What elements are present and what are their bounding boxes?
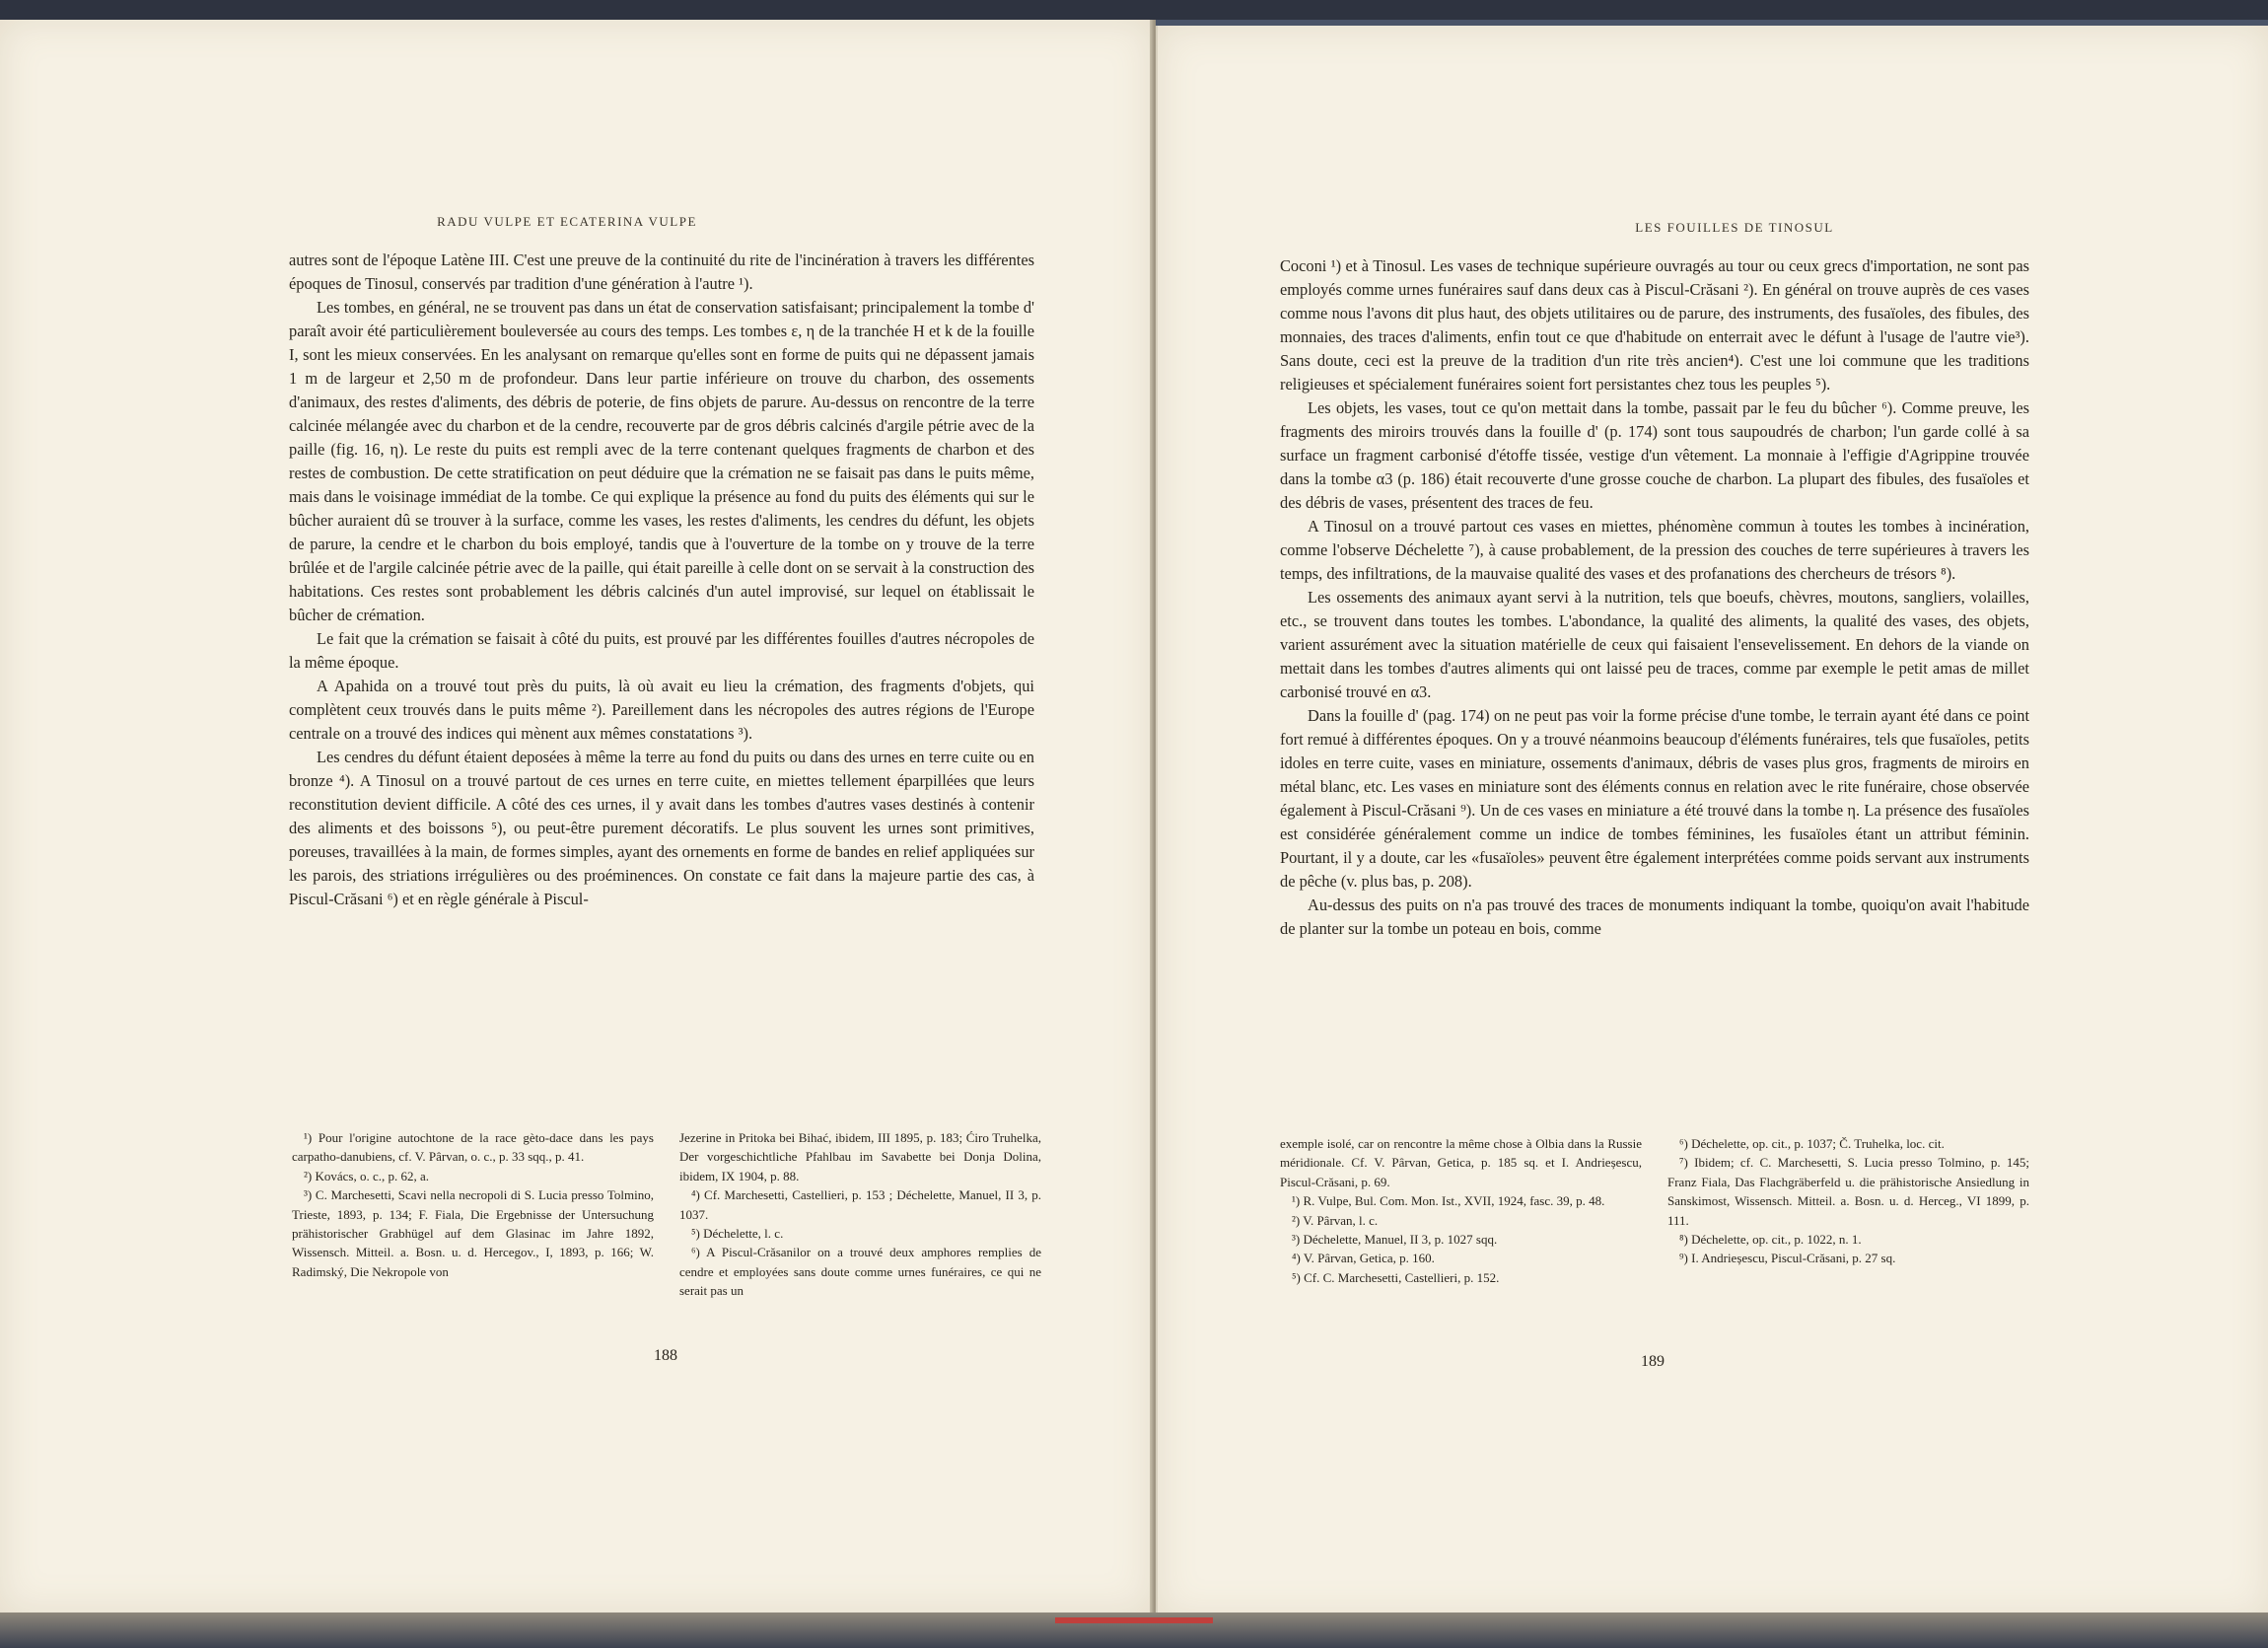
bookmark-ribbon — [1055, 1617, 1213, 1623]
page-number-left: 188 — [654, 1347, 677, 1364]
paragraph: autres sont de l'époque Latène III. C'est une preuve de la continuité du rite de l'incinération à travers les différentes époques de Tinosul, conservés par tradition d'une génération à l'autre ¹). — [289, 251, 1034, 293]
paragraph: Les ossements des animaux ayant servi à la nutrition, tels que boeufs, chèvres, moutons, sangliers, volailles, etc., se trouvent dans toutes les tombes. L'abondance, la qualité des aliments, la qualité des vases, des objets, varient assurément avec la situation matérielle de ceux qui faisaient l'ensevelissement. En dehors de la viande on mettait dans les tombes d'autres aliments qui ont laissé peu de traces, comme par exemple le petit amas de millet carbonisé trouvé en α3. — [1280, 588, 2029, 701]
footnote: ³) Déchelette, Manuel, II 3, p. 1027 sqq. — [1292, 1232, 1498, 1248]
footnote: ⁵) Déchelette, l. c. — [691, 1226, 784, 1242]
left-footnotes — [292, 1128, 1041, 1301]
running-head-left: RADU VULPE ET ECATERINA VULPE — [437, 214, 697, 229]
footnote: ¹) Pour l'origine autochtone de la race gèto-dace dans les pays carpatho-danubiens, cf. V. Pârvan, o. c., p. 33 sqq., p. 41. — [292, 1130, 654, 1165]
footnote-column — [679, 1128, 1041, 1301]
right-body-text — [1280, 254, 2029, 941]
left-body-text — [289, 249, 1034, 911]
footnote: ¹) R. Vulpe, Bul. Com. Mon. Ist., XVII, 1924, fasc. 39, p. 48. — [1292, 1193, 1605, 1209]
paragraph: Les objets, les vases, tout ce qu'on mettait dans la tombe, passait par le feu du bûcher ⁶). Comme preuve, les fragments des miroirs trouvés dans la fouille d' (p. 174) sont tous saupoudrés de charbon; l'un garde collé à sa surface un fragment carbonisé d'étoffe tissée, vestige d'un vêtement. La monnaie à l'effigie d'Agrippine trouvée dans la tombe α3 (p. 186) était recouverte d'une grosse couche de charbon. La plupart des fibules, des fusaïoles et des débris de vases, présentent des traces de feu. — [1280, 398, 2029, 512]
footnote: ⁶) A Piscul-Crăsanilor on a trouvé deux amphores remplies de cendre et employées sans doute comme urnes funéraires, ce qui ne serait pas un — [679, 1245, 1041, 1299]
left-page — [0, 20, 1154, 1612]
footnote: ²) Kovács, o. c., p. 62, a. — [304, 1168, 430, 1183]
footnote: ⁵) Cf. C. Marchesetti, Castellieri, p. 152. — [1292, 1269, 1500, 1285]
footnote: ⁶) Déchelette, op. cit., p. 1037; Č. Truhelka, loc. cit. — [1679, 1136, 1945, 1151]
footnote: ⁹) I. Andrieșescu, Piscul-Crăsani, p. 27 sq. — [1679, 1251, 1896, 1266]
footnote: ³) C. Marchesetti, Scavi nella necropoli di S. Lucia presso Tolmino, Trieste, 1893, p. 134; F. Fiala, Die Ergebnisse der Untersuchung prähistorischer Grabhügel auf dem Glasinac im Jahre 1892, Wissensch. Mitteil. a. Bosn. u. d. Hercegov., I, 1893, p. 166; W. Radimský, Die Nekropole von — [292, 1187, 654, 1279]
footnote: ⁴) Cf. Marchesetti, Castellieri, p. 153 ; Déchelette, Manuel, II 3, p. 1037. — [679, 1187, 1041, 1222]
paragraph: Coconi ¹) et à Tinosul. Les vases de technique supérieure ouvragés au tour ou ceux grecs d'importation, ne sont pas employés comme urnes funéraires sauf dans deux cas à Piscul-Crăsani ²). En général on trouve auprès de ces vases comme nous l'avons dit plus haut, des objets utilitaires ou de parure, des instruments, des fusaïoles, des fibules, des monnaies, des traces d'aliments, enfin tout ce que d'habitude on enterrait avec le défunt à l'usage de l'autre vie³). Sans doute, ceci est la preuve de la tradition d'un rite très ancien⁴). C'est une loi commune que les traditions religieuses et spécialement funéraires soient fort persistantes chez tous les peuples ⁵). — [1280, 256, 2029, 394]
running-head-right: LES FOUILLES DE TINOSUL — [1635, 220, 1834, 235]
footnote-column — [292, 1128, 654, 1301]
right-footnotes — [1280, 1134, 2029, 1287]
page-number-right: 189 — [1641, 1353, 1665, 1370]
paragraph: Au-dessus des puits on n'a pas trouvé des traces de monuments indiquant la tombe, quoiqu'on avait l'habitude de planter sur la tombe un poteau en bois, comme — [1280, 896, 2029, 938]
footnote: Jezerine in Pritoka bei Bihać, ibidem, III 1895, p. 183; Ćiro Truhelka, Der vorgeschichtliche Pfahlbau im Savabette bei Donja Dolina, ibidem, IX 1904, p. 88. — [679, 1130, 1041, 1183]
paragraph: Les cendres du défunt étaient deposées à même la terre au fond du puits ou dans des urnes en terre cuite ou en bronze ⁴). A Tinosul on a trouvé partout de ces urnes en terre cuite, en miettes tellement éparpillées que leurs reconstitution devient difficile. A côté des ces urnes, il y avait dans les tombes d'autres vases destinés à contenir des aliments et des boissons ⁵), ou peut-être purement décoratifs. Le plus souvent les urnes sont primitives, poreuses, travaillées à la main, de formes simples, ayant des ornements en forme de bandes en relief appliquées sur les parois, des striations irrégulières ou des proéminences. On constate ce fait dans la majeure partie des cas, à Piscul-Crăsani ⁶) et en règle générale à Piscul- — [289, 748, 1034, 908]
paragraph: Dans la fouille d' (pag. 174) on ne peut pas voir la forme précise d'une tombe, le terrain ayant été dans ce point fort remué à différentes époques. On y a trouvé néanmoins beaucoup d'éléments funéraires, tels que fusaïoles, petits idoles en terre cuite, vases en miniature, ossements d'animaux, débris de vases plus gros, fragments de miroirs en métal blanc, etc. Les vases en miniature sont des éléments connus en relation avec le rite funéraire, chose observée également à Piscul-Crăsani ⁹). Un de ces vases en miniature a été trouvé dans la tombe η. La présence des fusaïoles est considérée généralement comme un indice de tombes féminines, les fusaïoles étant un attribut féminin. Pourtant, il y a doute, car les «fusaïoles» peuvent être également interprétées comme poids servant aux instruments de pêche (v. plus bas, p. 208). — [1280, 706, 2029, 891]
footnote-column — [1667, 1134, 2029, 1287]
footnote: exemple isolé, car on rencontre la même chose à Olbia dans la Russie méridionale. Cf. V. Pârvan, Getica, p. 185 sq. et I. Andrieșescu, Piscul-Crăsani, p. 69. — [1280, 1136, 1642, 1189]
paragraph: A Tinosul on a trouvé partout ces vases en miettes, phénomène commun à toutes les tombes à incinération, comme l'observe Déchelette ⁷), à cause probablement, de la pression des couches de terre supérieures à travers les temps, des infiltrations, de la mauvaise qualité des vases et des profanations des chercheurs de trésors ⁸). — [1280, 517, 2029, 583]
paragraph: A Apahida on a trouvé tout près du puits, là où avait eu lieu la crémation, des fragments d'objets, qui complètent ceux trouvés dans le puits même ²). Pareillement dans les nécropoles des autres régions de l'Europe centrale on a trouvé des indices qui mènent aux mêmes constatations ³). — [289, 677, 1034, 743]
footnote: ⁷) Ibidem; cf. C. Marchesetti, S. Lucia presso Tolmino, p. 145; Franz Fiala, Das Flachgräberfeld u. die prähistorische Ansiedlung in Sanskimost, Wissensch. Mitteil. a. Bosn. u. d. Herceg., VI 1899, p. 111. — [1667, 1155, 2029, 1228]
paragraph: Le fait que la crémation se faisait à côté du puits, est prouvé par les différentes fouilles d'autres nécropoles de la même époque. — [289, 629, 1034, 672]
paragraph: Les tombes, en général, ne se trouvent pas dans un état de conservation satisfaisant; principalement la tombe d' paraît avoir été particulièrement bouleversée au cours des temps. Les tombes ε, η de la tranchée H et k de la fouille I, sont les mieux conservées. En les analysant on remarque qu'elles sont en forme de puits qui ne dépassent jamais 1 m de largeur et 2,50 m de profondeur. Dans leur partie inférieure on trouve du charbon, des ossements d'animaux, des restes d'aliments, des débris de poterie, de fins objets de parure. Au-dessus on rencontre de la terre calcinée mélangée avec du charbon et de la cendre, recouverte par de gros débris calcinés d'argile pétrie avec de la paille (fig. 16, η). Le reste du puits est rempli avec de la terre contenant quelques fragments de charbon et des restes de combustion. De cette stratification on peut déduire que la crémation ne se faisait pas dans le puits même, mais dans le voisinage immédiat de la tombe. Ce qui explique la présence au fond du puits des éléments qui sur le bûcher auraient dû se trouver à la surface, comme les vases, les restes d'aliments, les cendres du défunt, les objets de parure, la cendre et le charbon du bois employé, tandis que à l'ouverture de la tombe on y trouve de la terre brûlée et de l'argile calcinée pétrie avec de la paille, qui était pareille à celle dont on se servait à la construction des habitations. Ces restes sont probablement les débris calcinés d'un autel improvisé, sur lequel on établissait le bûcher de crémation. — [289, 298, 1034, 624]
footnote: ⁸) Déchelette, op. cit., p. 1022, n. 1. — [1679, 1232, 1862, 1248]
footnote-column — [1280, 1134, 1642, 1287]
footnote: ²) V. Pârvan, l. c. — [1292, 1212, 1379, 1228]
footnote: ⁴) V. Pârvan, Getica, p. 160. — [1292, 1251, 1435, 1266]
right-page — [1156, 26, 2268, 1618]
